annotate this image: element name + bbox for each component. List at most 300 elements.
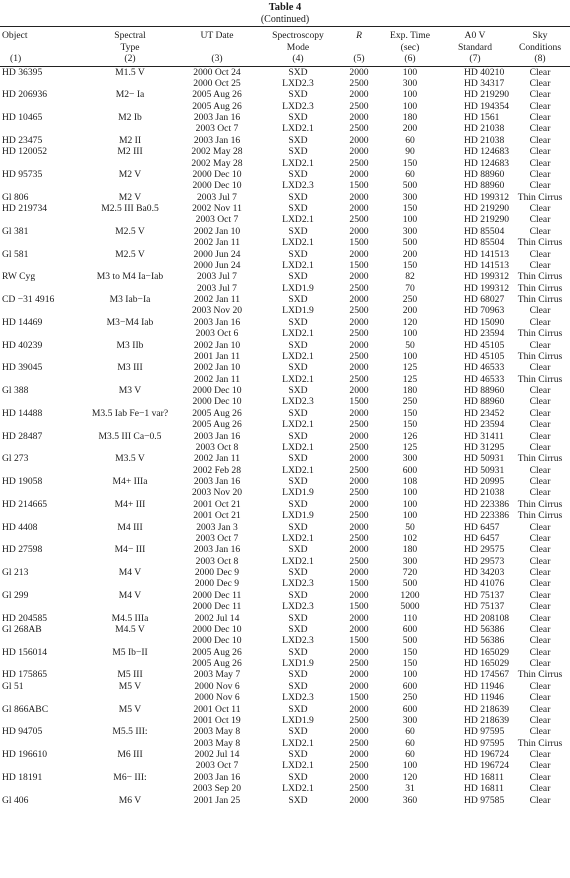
resolution-cell: 2500 bbox=[349, 123, 369, 135]
spectral-type-cell bbox=[84, 578, 176, 589]
sky-cell: Clear bbox=[529, 714, 551, 726]
sky-cell: Clear bbox=[529, 589, 551, 601]
mode-cell: SXD bbox=[288, 430, 308, 442]
ut-date-cell: 2003 Oct 7 bbox=[195, 532, 239, 544]
mode-cell: LXD2.3 bbox=[282, 77, 314, 89]
resolution-cell: 2000 bbox=[349, 646, 369, 658]
table-row bbox=[0, 237, 570, 248]
spectral-type-cell bbox=[84, 374, 176, 385]
standard-cell: HD 50931 bbox=[464, 464, 505, 476]
object-cell: HD 196610 bbox=[2, 749, 48, 760]
object-cell bbox=[0, 556, 84, 567]
exp-time-cell: 126 bbox=[402, 430, 418, 442]
standard-cell: HD 219290 bbox=[464, 89, 510, 101]
standard-cell: HD 56386 bbox=[464, 635, 505, 647]
mode-cell: LXD2.1 bbox=[282, 350, 314, 362]
sky-cell: Thin Cirrus bbox=[517, 737, 563, 749]
table-row bbox=[0, 249, 570, 260]
mode-cell: LXD2.1 bbox=[282, 259, 314, 271]
exp-time-cell: 100 bbox=[402, 487, 418, 499]
table-row bbox=[0, 635, 570, 646]
exp-time-cell: 250 bbox=[402, 294, 418, 305]
resolution-cell: 2000 bbox=[349, 407, 369, 419]
ut-date-cell: 2005 Aug 26 bbox=[192, 646, 242, 658]
object-cell: HD 175865 bbox=[2, 669, 48, 681]
spectral-type-cell bbox=[84, 214, 176, 225]
table-row bbox=[0, 476, 570, 487]
table-row bbox=[0, 351, 570, 362]
resolution-cell: 2000 bbox=[349, 567, 369, 578]
resolution-cell: 2500 bbox=[349, 510, 369, 522]
ut-date-cell: 2002 Jan 11 bbox=[193, 237, 240, 249]
col-number-1: (1) bbox=[10, 53, 22, 64]
sky-cell: Clear bbox=[529, 532, 551, 544]
spectral-type-cell bbox=[84, 601, 176, 612]
resolution-cell: 1500 bbox=[349, 180, 369, 192]
sky-cell: Clear bbox=[529, 464, 551, 476]
exp-time-cell: 300 bbox=[402, 555, 418, 567]
object-cell: HD 19058 bbox=[2, 476, 43, 487]
standard-cell: HD 196724 bbox=[464, 760, 510, 772]
exp-time-cell: 150 bbox=[402, 157, 418, 169]
mode-cell: SXD bbox=[288, 191, 308, 203]
object-cell: Gl 299 bbox=[2, 589, 29, 601]
resolution-cell: 2000 bbox=[349, 669, 369, 681]
table-row bbox=[0, 271, 570, 282]
resolution-cell: 2000 bbox=[349, 453, 369, 465]
standard-cell: HD 23452 bbox=[464, 407, 505, 419]
sky-cell: Clear bbox=[529, 703, 551, 715]
standard-cell: HD 1561 bbox=[464, 112, 500, 123]
exp-time-cell: 300 bbox=[402, 225, 418, 237]
col-number-5: (5) bbox=[353, 53, 365, 64]
standard-cell: HD 56386 bbox=[464, 623, 505, 635]
object-cell bbox=[0, 283, 84, 294]
spectral-type-cell: M5 Ib−II bbox=[112, 646, 148, 658]
sky-cell: Thin Cirrus bbox=[517, 453, 563, 465]
ut-date-cell: 2003 Jan 16 bbox=[193, 771, 241, 783]
resolution-cell: 2000 bbox=[349, 749, 369, 760]
ut-date-cell: 2000 Dec 11 bbox=[192, 601, 242, 613]
standard-cell: HD 141513 bbox=[464, 259, 510, 271]
exp-time-cell: 110 bbox=[402, 612, 418, 624]
mode-cell: LXD2.1 bbox=[282, 123, 314, 135]
table-row bbox=[0, 601, 570, 612]
standard-cell: HD 124683 bbox=[464, 146, 510, 158]
resolution-cell: 2500 bbox=[349, 157, 369, 169]
resolution-cell: 2000 bbox=[349, 498, 369, 510]
object-cell bbox=[0, 351, 84, 362]
standard-cell: HD 199312 bbox=[464, 282, 510, 294]
sky-cell: Clear bbox=[529, 168, 551, 180]
spectral-type-cell: M4 III bbox=[117, 521, 143, 533]
spectral-type-cell bbox=[84, 715, 176, 726]
spectral-type-cell bbox=[84, 78, 176, 89]
resolution-cell: 2000 bbox=[349, 589, 369, 601]
table-row bbox=[0, 66, 570, 78]
table-row bbox=[0, 465, 570, 476]
exp-time-cell: 500 bbox=[402, 578, 418, 590]
sky-cell: Clear bbox=[529, 385, 551, 396]
exp-time-cell: 250 bbox=[402, 692, 418, 704]
table-row bbox=[0, 715, 570, 726]
standard-cell: HD 223386 bbox=[464, 510, 510, 522]
ut-date-cell: 2003 Oct 7 bbox=[195, 214, 239, 226]
resolution-cell: 2000 bbox=[349, 203, 369, 214]
mode-cell: LXD2.1 bbox=[282, 783, 314, 795]
mode-cell: SXD bbox=[288, 294, 308, 305]
resolution-cell: 2500 bbox=[349, 658, 369, 669]
sky-cell: Thin Cirrus bbox=[517, 328, 563, 340]
mode-cell: SXD bbox=[288, 203, 308, 214]
col-number-4: (4) bbox=[292, 53, 304, 64]
spectral-type-cell bbox=[84, 783, 176, 794]
resolution-cell: 2000 bbox=[349, 726, 369, 738]
object-cell: HD 95735 bbox=[2, 168, 43, 180]
standard-cell: HD 20995 bbox=[464, 476, 505, 487]
table-row bbox=[0, 704, 570, 715]
object-cell: Gl 268AB bbox=[2, 623, 42, 635]
table-title: Table 4 bbox=[268, 2, 302, 13]
standard-cell: HD 46533 bbox=[464, 373, 505, 385]
resolution-cell: 2000 bbox=[349, 89, 369, 101]
object-cell bbox=[0, 260, 84, 271]
resolution-cell: 2000 bbox=[349, 168, 369, 180]
sky-cell: Clear bbox=[529, 601, 551, 613]
exp-time-cell: 500 bbox=[402, 237, 418, 249]
table-row bbox=[0, 192, 570, 203]
spectral-type-cell: M2.5 III Ba0.5 bbox=[101, 203, 159, 214]
exp-time-cell: 300 bbox=[402, 453, 418, 465]
ut-date-cell: 2001 Oct 11 bbox=[193, 703, 241, 715]
object-cell: HD 219734 bbox=[2, 203, 48, 214]
exp-time-cell: 125 bbox=[402, 441, 418, 453]
standard-cell: HD 88960 bbox=[464, 168, 505, 180]
standard-cell: HD 88960 bbox=[464, 396, 505, 408]
spectral-type-cell: M2.5 V bbox=[115, 248, 145, 260]
standard-cell: HD 218639 bbox=[464, 714, 510, 726]
mode-cell: LXD1.9 bbox=[282, 510, 314, 522]
table-row bbox=[0, 294, 570, 305]
ut-date-cell: 2005 Aug 26 bbox=[192, 89, 242, 101]
exp-time-cell: 200 bbox=[402, 305, 418, 317]
object-cell bbox=[0, 783, 84, 794]
spectral-type-cell bbox=[84, 328, 176, 339]
table-row bbox=[0, 749, 570, 760]
col-header-ut-date: UT Date bbox=[200, 30, 234, 41]
sky-cell: Clear bbox=[529, 692, 551, 704]
ut-date-cell: 2003 Jul 7 bbox=[197, 191, 237, 203]
object-cell: HD 156014 bbox=[2, 646, 48, 658]
object-cell: HD 206936 bbox=[2, 89, 48, 101]
sky-cell: Clear bbox=[529, 646, 551, 658]
exp-time-cell: 150 bbox=[402, 203, 418, 214]
exp-time-cell: 60 bbox=[405, 168, 415, 180]
mode-cell: SXD bbox=[288, 623, 308, 635]
sky-cell: Clear bbox=[529, 203, 551, 214]
resolution-cell: 2000 bbox=[349, 612, 369, 624]
resolution-cell: 2500 bbox=[349, 464, 369, 476]
ut-date-cell: 2002 Jan 11 bbox=[193, 373, 240, 385]
spectral-type-cell: M4+ III bbox=[114, 498, 146, 510]
exp-time-cell: 125 bbox=[402, 362, 418, 374]
sky-cell: Clear bbox=[529, 66, 551, 78]
ut-date-cell: 2002 Feb 28 bbox=[193, 464, 241, 476]
ut-date-cell: 2003 Oct 8 bbox=[195, 555, 239, 567]
mode-cell: LXD2.3 bbox=[282, 635, 314, 647]
col-subheader-sec: (sec) bbox=[400, 41, 420, 53]
standard-cell: HD 29573 bbox=[464, 555, 505, 567]
spectral-type-cell bbox=[84, 738, 176, 749]
col-subheader-type: Type bbox=[120, 41, 140, 53]
sky-cell: Thin Cirrus bbox=[517, 191, 563, 203]
resolution-cell: 2000 bbox=[349, 623, 369, 635]
exp-time-cell: 50 bbox=[405, 339, 415, 351]
exp-time-cell: 600 bbox=[402, 623, 418, 635]
sky-cell: Clear bbox=[529, 487, 551, 499]
sky-cell: Clear bbox=[529, 407, 551, 419]
object-cell bbox=[0, 237, 84, 248]
ut-date-cell: 2000 Nov 6 bbox=[194, 680, 240, 692]
resolution-cell: 2000 bbox=[349, 271, 369, 283]
mode-cell: LXD2.3 bbox=[282, 692, 314, 704]
spectral-type-cell bbox=[84, 101, 176, 112]
col-subheader-object bbox=[0, 42, 84, 54]
exp-time-cell: 100 bbox=[402, 214, 418, 226]
exp-time-cell: 100 bbox=[402, 498, 418, 510]
table-row bbox=[0, 214, 570, 225]
object-cell bbox=[0, 487, 84, 498]
exp-time-cell: 120 bbox=[402, 316, 418, 328]
resolution-cell: 2000 bbox=[349, 339, 369, 351]
spectral-type-cell bbox=[84, 635, 176, 646]
standard-cell: HD 31295 bbox=[464, 441, 505, 453]
ut-date-cell: 2003 Jan 16 bbox=[193, 476, 241, 487]
exp-time-cell: 100 bbox=[402, 669, 418, 681]
standard-cell: HD 218639 bbox=[464, 703, 510, 715]
table-row bbox=[0, 146, 570, 157]
sky-cell: Thin Cirrus bbox=[517, 294, 563, 305]
object-cell bbox=[0, 715, 84, 726]
col-number-8: (8) bbox=[534, 53, 546, 64]
object-cell bbox=[0, 760, 84, 771]
ut-date-cell: 2003 Sep 20 bbox=[193, 783, 241, 795]
mode-cell: SXD bbox=[288, 703, 308, 715]
spectral-type-cell: M5 V bbox=[118, 680, 142, 692]
sky-cell: Clear bbox=[529, 89, 551, 101]
spectral-type-cell: M4 V bbox=[118, 567, 142, 578]
ut-date-cell: 2001 Oct 21 bbox=[193, 510, 241, 522]
spectral-type-cell: M2 Ib bbox=[118, 112, 142, 123]
table-row bbox=[0, 283, 570, 294]
exp-time-cell: 60 bbox=[405, 749, 415, 760]
object-cell bbox=[0, 442, 84, 453]
object-cell: Gl 581 bbox=[2, 248, 29, 260]
sky-cell: Clear bbox=[529, 726, 551, 738]
sky-cell: Clear bbox=[529, 419, 551, 431]
spectral-type-cell: M5 III bbox=[117, 669, 143, 681]
col-subheader-conditions: Conditions bbox=[518, 41, 562, 53]
resolution-cell: 2500 bbox=[349, 373, 369, 385]
exp-time-cell: 360 bbox=[402, 794, 418, 806]
mode-cell: SXD bbox=[288, 362, 308, 374]
spectral-type-cell: M3−M4 Iab bbox=[106, 316, 154, 328]
resolution-cell: 2000 bbox=[349, 476, 369, 487]
exp-time-cell: 180 bbox=[402, 112, 418, 123]
sky-cell: Clear bbox=[529, 680, 551, 692]
mode-cell: SXD bbox=[288, 749, 308, 760]
ut-date-cell: 2001 Oct 21 bbox=[193, 498, 241, 510]
ut-date-cell: 2000 Dec 10 bbox=[192, 180, 242, 192]
exp-time-cell: 100 bbox=[402, 100, 418, 112]
ut-date-cell: 2003 Nov 20 bbox=[191, 487, 243, 499]
spectral-type-cell bbox=[84, 658, 176, 669]
ut-date-cell: 2005 Aug 26 bbox=[192, 407, 242, 419]
exp-time-cell: 300 bbox=[402, 191, 418, 203]
table-row bbox=[0, 453, 570, 464]
object-cell: HD 18191 bbox=[2, 771, 43, 783]
table-row bbox=[0, 169, 570, 180]
resolution-cell: 2000 bbox=[349, 225, 369, 237]
mode-cell: SXD bbox=[288, 271, 308, 283]
spectral-type-cell bbox=[84, 260, 176, 271]
object-cell bbox=[0, 374, 84, 385]
spectral-type-cell: M3 to M4 Ia−Iab bbox=[96, 271, 164, 283]
standard-cell: HD 11946 bbox=[464, 680, 504, 692]
sky-cell: Thin Cirrus bbox=[517, 669, 563, 681]
mode-cell: LXD2.1 bbox=[282, 464, 314, 476]
spectral-type-cell bbox=[84, 123, 176, 134]
table-row bbox=[0, 510, 570, 521]
standard-cell: HD 97595 bbox=[464, 737, 505, 749]
ut-date-cell: 2003 Jan 3 bbox=[196, 521, 238, 533]
ut-date-cell: 2003 May 8 bbox=[193, 726, 241, 738]
ut-date-cell: 2000 Nov 6 bbox=[194, 692, 240, 704]
standard-cell: HD 46533 bbox=[464, 362, 505, 374]
exp-time-cell: 82 bbox=[405, 271, 415, 283]
table-row bbox=[0, 226, 570, 237]
exp-time-cell: 100 bbox=[402, 66, 418, 78]
sky-cell: Clear bbox=[529, 771, 551, 783]
mode-cell: SXD bbox=[288, 168, 308, 180]
col-header-spectroscopy: Spectroscopy bbox=[272, 30, 324, 41]
spectral-type-cell: M3 IIb bbox=[116, 339, 144, 351]
object-cell bbox=[0, 78, 84, 89]
sky-cell: Clear bbox=[529, 783, 551, 795]
table-row bbox=[0, 487, 570, 498]
resolution-cell: 2000 bbox=[349, 703, 369, 715]
standard-cell: HD 23594 bbox=[464, 419, 505, 431]
mode-cell: LXD2.1 bbox=[282, 555, 314, 567]
ut-date-cell: 2001 Jan 11 bbox=[193, 350, 240, 362]
exp-time-cell: 300 bbox=[402, 77, 418, 89]
sky-cell: Clear bbox=[529, 316, 551, 328]
object-cell: Gl 388 bbox=[2, 385, 29, 396]
sky-cell: Clear bbox=[529, 134, 551, 146]
resolution-cell: 2000 bbox=[349, 191, 369, 203]
spectral-type-cell bbox=[84, 442, 176, 453]
resolution-cell: 2500 bbox=[349, 305, 369, 317]
mode-cell: SXD bbox=[288, 112, 308, 123]
ut-date-cell: 2003 Oct 8 bbox=[195, 441, 239, 453]
table-row bbox=[0, 135, 570, 146]
standard-cell: HD 34317 bbox=[464, 77, 505, 89]
exp-time-cell: 150 bbox=[402, 407, 418, 419]
ut-date-cell: 2003 Oct 6 bbox=[195, 328, 239, 340]
ut-date-cell: 2002 Nov 11 bbox=[192, 203, 242, 214]
spectral-type-cell: M2− Ia bbox=[115, 89, 145, 101]
resolution-cell: 2500 bbox=[349, 555, 369, 567]
sky-cell: Thin Cirrus bbox=[517, 510, 563, 522]
sky-cell: Clear bbox=[529, 214, 551, 226]
sky-cell: Clear bbox=[529, 112, 551, 123]
table-row bbox=[0, 362, 570, 373]
sky-cell: Clear bbox=[529, 794, 551, 806]
resolution-cell: 2500 bbox=[349, 737, 369, 749]
col-header-a0v: A0 V bbox=[464, 30, 486, 41]
spectral-type-cell: M2.5 V bbox=[115, 225, 145, 237]
sky-cell: Clear bbox=[529, 441, 551, 453]
mode-cell: LXD2.1 bbox=[282, 373, 314, 385]
spectral-type-cell: M6− III: bbox=[113, 771, 147, 783]
spectral-type-cell: M4+ IIIa bbox=[112, 476, 148, 487]
spectral-type-cell bbox=[84, 419, 176, 430]
ut-date-cell: 2003 Oct 7 bbox=[195, 123, 239, 135]
resolution-cell: 2000 bbox=[349, 112, 369, 123]
table-row bbox=[0, 669, 570, 680]
ut-date-cell: 2000 Dec 9 bbox=[194, 567, 240, 578]
ut-date-cell: 2002 Jan 11 bbox=[193, 453, 240, 465]
col-number-2: (2) bbox=[124, 53, 136, 64]
exp-time-cell: 500 bbox=[402, 180, 418, 192]
ut-date-cell: 2002 Jan 11 bbox=[193, 294, 240, 305]
sky-cell: Clear bbox=[529, 623, 551, 635]
col-number-6: (6) bbox=[404, 53, 416, 64]
object-cell: Gl 51 bbox=[2, 680, 24, 692]
table-row bbox=[0, 624, 570, 635]
col-number-7: (7) bbox=[469, 53, 481, 64]
resolution-cell: 2500 bbox=[349, 419, 369, 431]
mode-cell: SXD bbox=[288, 66, 308, 78]
table-row bbox=[0, 396, 570, 407]
standard-cell: HD 75137 bbox=[464, 601, 505, 613]
spectral-type-cell bbox=[84, 351, 176, 362]
exp-time-cell: 108 bbox=[402, 476, 418, 487]
object-cell: Gl 806 bbox=[2, 191, 29, 203]
mode-cell: SXD bbox=[288, 248, 308, 260]
standard-cell: HD 124683 bbox=[464, 157, 510, 169]
spectral-type-cell bbox=[84, 533, 176, 544]
sky-cell: Clear bbox=[529, 521, 551, 533]
mode-cell: LXD2.1 bbox=[282, 237, 314, 249]
exp-time-cell: 5000 bbox=[400, 601, 420, 613]
mode-cell: SXD bbox=[288, 567, 308, 578]
resolution-cell: 2000 bbox=[349, 385, 369, 396]
mode-cell: LXD2.1 bbox=[282, 760, 314, 772]
sky-cell: Clear bbox=[529, 100, 551, 112]
exp-time-cell: 200 bbox=[402, 248, 418, 260]
spectral-type-cell bbox=[84, 465, 176, 476]
standard-cell: HD 223386 bbox=[464, 498, 510, 510]
mode-cell: LXD2.3 bbox=[282, 180, 314, 192]
object-cell bbox=[0, 180, 84, 191]
sky-cell: Clear bbox=[529, 225, 551, 237]
sky-cell: Clear bbox=[529, 259, 551, 271]
exp-time-cell: 60 bbox=[405, 737, 415, 749]
ut-date-cell: 2000 Dec 9 bbox=[194, 578, 240, 590]
spectral-type-cell: M4− III bbox=[114, 544, 146, 556]
resolution-cell: 2000 bbox=[349, 521, 369, 533]
